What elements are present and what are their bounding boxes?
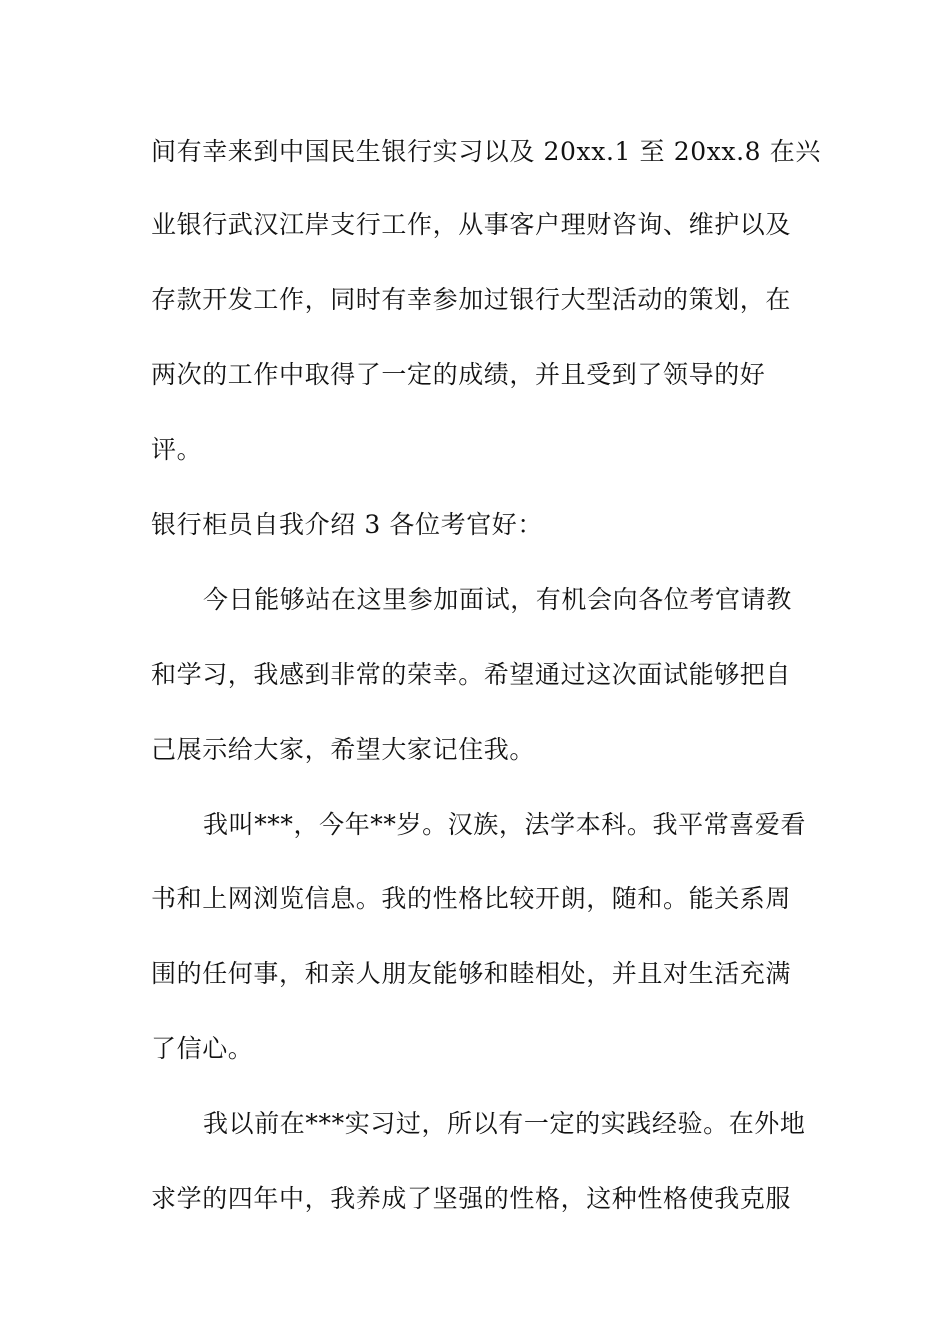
text-line: 存款开发工作，同时有幸参加过银行大型活动的策划，在 (151, 285, 792, 314)
paragraph-start: 我以前在***实习过，所以有一定的实践经验。在外地 (203, 1109, 806, 1138)
section-heading: 银行柜员自我介绍 3 各位考官好： (151, 510, 544, 539)
text-line: 两次的工作中取得了一定的成绩，并且受到了领导的好 (151, 360, 766, 389)
text-line: 业银行武汉江岸支行工作，从事客户理财咨询、维护以及 (151, 210, 792, 239)
text-line: 己展示给大家，希望大家记住我。 (151, 735, 536, 764)
paragraph-start: 我叫***，今年**岁。汉族，法学本科。我平常喜爱看 (203, 810, 807, 839)
text-line: 了信心。 (151, 1034, 254, 1063)
text-line: 围的任何事，和亲人朋友能够和睦相处，并且对生活充满 (151, 959, 792, 988)
text-line: 和学习，我感到非常的荣幸。希望通过这次面试能够把自 (151, 660, 792, 689)
text-line: 求学的四年中，我养成了坚强的性格，这种性格使我克服 (151, 1184, 792, 1213)
paragraph-start: 今日能够站在这里参加面试，有机会向各位考官请教 (203, 585, 792, 614)
text-line: 评。 (151, 435, 203, 464)
text-line: 间有幸来到中国民生银行实习以及 20xx.1 至 20xx.8 在兴 (151, 137, 821, 166)
text-line: 书和上网浏览信息。我的性格比较开朗，随和。能关系周 (151, 884, 792, 913)
